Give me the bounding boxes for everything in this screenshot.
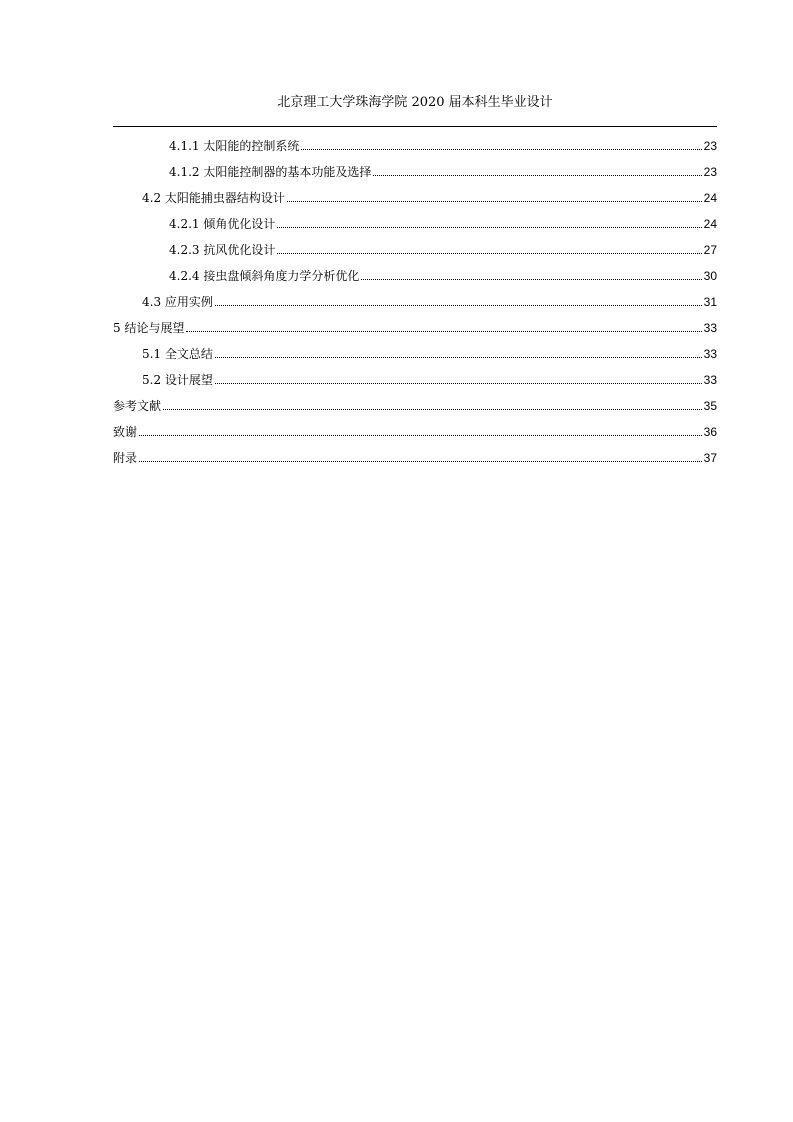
toc-entry-page: 33 (703, 321, 717, 335)
toc-entry[interactable] (113, 208, 717, 234)
toc-dot-leader (215, 383, 702, 384)
toc-entry[interactable] (113, 416, 717, 442)
toc-dot-leader (139, 461, 702, 462)
toc-entry-page: 33 (703, 347, 717, 361)
toc-entry[interactable] (113, 156, 717, 182)
toc-entry[interactable] (113, 390, 717, 416)
toc-entry[interactable] (113, 130, 717, 156)
toc-entry-label: 4.1.2 太阳能控制器的基本功能及选择 (169, 165, 372, 179)
toc-dot-leader (186, 331, 701, 332)
toc-entry-label: 附录 (113, 451, 138, 465)
toc-entry[interactable] (113, 260, 717, 286)
toc-entry-page: 23 (703, 139, 717, 153)
toc-entry[interactable] (113, 312, 717, 338)
toc-dot-leader (215, 357, 702, 358)
toc-entry-page: 33 (703, 373, 717, 387)
toc-dot-leader (277, 253, 701, 254)
toc-dot-leader (163, 409, 702, 410)
toc-entry-page: 23 (703, 165, 717, 179)
page-header: 北京理工大学珠海学院 2020 届本科生毕业设计 (277, 95, 553, 110)
toc-entry[interactable] (113, 338, 717, 364)
toc-entry[interactable] (113, 364, 717, 390)
toc-entry-label: 4.2.1 倾角优化设计 (169, 217, 276, 231)
toc-entry-page: 24 (703, 217, 717, 231)
toc-entry-page: 31 (703, 295, 717, 309)
toc-entry-label: 4.2.4 接虫盘倾斜角度力学分析优化 (169, 269, 360, 283)
toc-entry-page: 37 (703, 451, 717, 465)
toc-entry-label: 5.2 设计展望 (142, 373, 213, 387)
toc-entry-page: 27 (703, 243, 717, 257)
toc-entry-label: 4.1.1 太阳能的控制系统 (169, 139, 300, 153)
toc-entry-page: 36 (703, 425, 717, 439)
toc-entry-label: 5 结论与展望 (113, 321, 185, 335)
toc-entry-label: 致谢 (113, 425, 138, 439)
toc-entry[interactable] (113, 286, 717, 312)
toc-dot-leader (301, 149, 701, 150)
toc-entry-label: 参考文献 (113, 399, 162, 413)
toc-dot-leader (361, 279, 701, 280)
toc-entry-page: 24 (703, 191, 717, 205)
toc-entry-page: 30 (703, 269, 717, 283)
toc-entry-label: 5.1 全文总结 (142, 347, 213, 361)
toc-entry-label: 4.2 太阳能捕虫器结构设计 (142, 191, 285, 205)
table-of-contents (113, 130, 717, 468)
toc-dot-leader (215, 305, 702, 306)
toc-entry-label: 4.2.3 抗风优化设计 (169, 243, 276, 257)
toc-dot-leader (139, 435, 702, 436)
header-rule (113, 126, 717, 127)
toc-dot-leader (373, 175, 701, 176)
toc-entry-label: 4.3 应用实例 (142, 295, 213, 309)
toc-entry-page: 35 (703, 399, 717, 413)
toc-entry[interactable] (113, 234, 717, 260)
toc-entry[interactable] (113, 442, 717, 468)
toc-dot-leader (277, 227, 701, 228)
toc-entry[interactable] (113, 182, 717, 208)
toc-dot-leader (287, 201, 702, 202)
